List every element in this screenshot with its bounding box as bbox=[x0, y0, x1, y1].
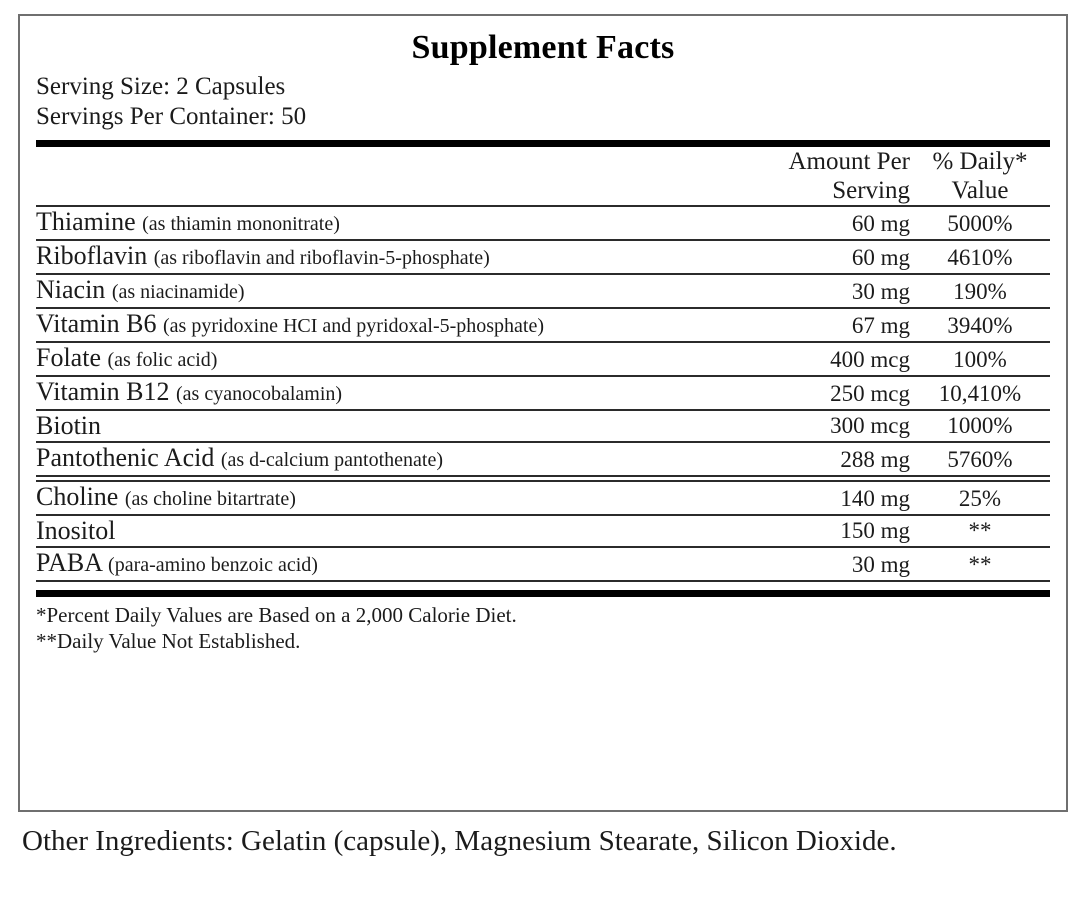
nutrient-source: (as niacinamide) bbox=[111, 281, 245, 303]
footnotes bbox=[36, 597, 1050, 654]
nutrient-name-cell bbox=[36, 516, 742, 546]
nutrient-name: Vitamin B12 bbox=[36, 377, 170, 406]
nutrient-name: Vitamin B6 bbox=[36, 309, 157, 338]
nutrient-name-cell bbox=[36, 548, 742, 580]
nutrient-name: Biotin bbox=[36, 411, 102, 440]
nutrient-name: Inositol bbox=[36, 516, 116, 545]
column-header-amount-line2: Serving bbox=[832, 177, 910, 204]
nutrient-amount: 288 mg bbox=[840, 447, 910, 472]
column-header-dv-line1: % Daily* bbox=[932, 148, 1028, 175]
table-header-row bbox=[36, 147, 1050, 205]
page-title: Supplement Facts bbox=[411, 29, 675, 66]
table-row bbox=[36, 343, 1050, 375]
nutrient-name: Niacin bbox=[36, 275, 106, 304]
table-row bbox=[36, 309, 1050, 341]
nutrient-name: Thiamine bbox=[36, 207, 136, 236]
nutrient-name-cell bbox=[36, 275, 742, 307]
nutrient-amount: 60 mg bbox=[851, 211, 910, 236]
supplement-facts-panel bbox=[18, 14, 1068, 812]
nutrient-daily-value: 5760% bbox=[947, 447, 1013, 472]
row-divider bbox=[36, 580, 1050, 582]
nutrient-daily-value: 100% bbox=[953, 347, 1007, 372]
nutrient-source: (as folic acid) bbox=[107, 349, 218, 371]
nutrient-daily-value: 10,410% bbox=[938, 381, 1022, 406]
column-header-amount-line1: Amount Per bbox=[788, 148, 910, 175]
nutrient-amount: 400 mcg bbox=[830, 347, 910, 372]
nutrient-amount: 60 mg bbox=[851, 245, 910, 270]
table-row bbox=[36, 548, 1050, 580]
divider-thick-bottom bbox=[36, 590, 1050, 597]
nutrient-amount: 67 mg bbox=[851, 313, 910, 338]
serving-size-text: Serving Size: 2 Capsules bbox=[36, 73, 286, 100]
nutrient-name-cell bbox=[36, 343, 742, 375]
nutrient-name-cell bbox=[36, 443, 742, 475]
nutrient-daily-value: 1000% bbox=[947, 413, 1013, 438]
nutrient-name: Riboflavin bbox=[36, 241, 148, 270]
nutrient-source: (as pyridoxine HCI and pyridoxal-5-phosphate) bbox=[163, 315, 545, 337]
nutrient-name-cell bbox=[36, 207, 742, 239]
nutrient-source: (as choline bitartrate) bbox=[124, 488, 296, 510]
nutrient-daily-value: ** bbox=[968, 518, 992, 543]
nutrient-name: Choline bbox=[36, 482, 119, 511]
nutrient-name-cell bbox=[36, 377, 742, 409]
nutrient-amount: 250 mcg bbox=[830, 381, 910, 406]
row-divider-line bbox=[36, 580, 1050, 582]
table-row bbox=[36, 516, 1050, 546]
nutrient-name-cell bbox=[36, 309, 742, 341]
servings-per-container-text: Servings Per Container: 50 bbox=[36, 103, 307, 130]
table-row bbox=[36, 207, 1050, 239]
nutrient-amount: 300 mcg bbox=[830, 413, 910, 438]
nutrient-daily-value: 190% bbox=[953, 279, 1007, 304]
nutrient-daily-value: 4610% bbox=[947, 245, 1013, 270]
nutrient-name: Pantothenic Acid bbox=[36, 443, 215, 472]
column-header-daily-value bbox=[910, 147, 1050, 205]
other-ingredients-text: Other Ingredients: Gelatin (capsule), Magnesium Stearate, Silicon Dioxide. bbox=[22, 825, 897, 857]
row-divider bbox=[36, 475, 1050, 482]
nutrition-table-body bbox=[36, 205, 1050, 582]
nutrient-daily-value: 25% bbox=[958, 486, 1002, 511]
column-header-name bbox=[36, 147, 742, 205]
divider-thick-top bbox=[36, 140, 1050, 147]
nutrient-daily-value: ** bbox=[968, 552, 992, 577]
table-row bbox=[36, 411, 1050, 441]
nutrient-amount: 30 mg bbox=[851, 279, 910, 304]
nutrition-table bbox=[36, 147, 1050, 582]
table-row bbox=[36, 377, 1050, 409]
row-divider-line bbox=[36, 475, 1050, 482]
table-row bbox=[36, 241, 1050, 273]
nutrient-name: PABA bbox=[36, 548, 102, 577]
nutrient-source: (as cyanocobalamin) bbox=[176, 383, 343, 405]
table-row bbox=[36, 275, 1050, 307]
footnote-daily-value-basis: *Percent Daily Values are Based on a 2,000 Calorie Diet. bbox=[36, 603, 517, 627]
column-header-amount bbox=[742, 147, 910, 205]
nutrient-name-cell bbox=[36, 411, 742, 441]
footnote-daily-value-not-established: **Daily Value Not Established. bbox=[36, 629, 301, 653]
nutrient-amount: 150 mg bbox=[840, 518, 910, 543]
nutrient-name-cell bbox=[36, 241, 742, 273]
nutrient-source: (as riboflavin and riboflavin-5-phosphate) bbox=[153, 247, 490, 269]
nutrient-name-cell bbox=[36, 482, 742, 514]
nutrient-daily-value: 3940% bbox=[947, 313, 1013, 338]
nutrient-daily-value: 5000% bbox=[947, 211, 1013, 236]
nutrient-amount: 30 mg bbox=[851, 552, 910, 577]
table-row bbox=[36, 482, 1050, 514]
table-row bbox=[36, 443, 1050, 475]
nutrient-amount: 140 mg bbox=[840, 486, 910, 511]
column-header-dv-line2: Value bbox=[951, 177, 1009, 204]
nutrient-source: (as d-calcium pantothenate) bbox=[220, 449, 443, 471]
nutrient-source: (as thiamin mononitrate) bbox=[142, 213, 340, 235]
nutrient-source: (para-amino benzoic acid) bbox=[108, 554, 318, 576]
nutrient-name: Folate bbox=[36, 343, 101, 372]
